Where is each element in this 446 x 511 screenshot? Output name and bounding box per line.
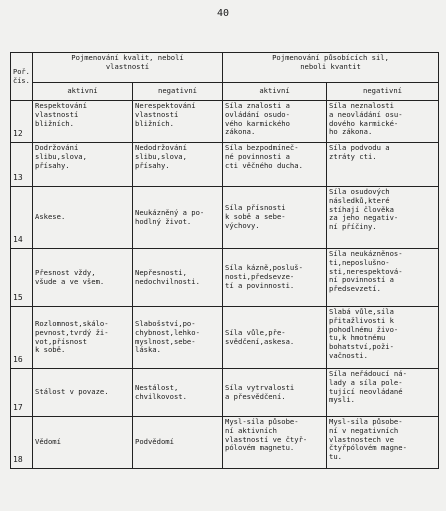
negative-quality: Nestálost, chvilkovost. [133,369,223,417]
table-row [11,249,439,307]
active-quality: Respektování vlastností bližních. [33,101,133,143]
negative-quality-header: negativní [133,83,223,101]
page-number: 40 [216,8,230,19]
active-force: Síla bezpodmíneč- né povinnosti a cti věčného ducha. [223,143,327,187]
row-number: 13 [11,143,33,187]
active-quality: Rozlomnost,skálo- pevnost,tvrdý ži- vot,přísnost k sobě. [33,307,133,369]
active-force: Síla vůle,pře- svědčení,askesa. [223,307,327,369]
negative-quality: Nepřesnosti, nedochvilnosti. [133,249,223,307]
row-number: 18 [11,417,33,469]
negative-force: Síla neznalosti a neovládání osu- dového karmické- ho zákona. [327,101,439,143]
negative-quality: Slabošství,po- chybnost,lehko- myslnost,sebe- láska. [133,307,223,369]
row-number: 16 [11,307,33,369]
negative-force-header: negativní [327,83,439,101]
row-number: 12 [11,101,33,143]
table-row [11,187,439,249]
row-number: 17 [11,369,33,417]
table-row [11,307,439,369]
active-force: Síla znalosti a ovládání osudo- vého karmického zákona. [223,101,327,143]
active-force-header: aktivní [223,83,327,101]
table-row [11,143,439,187]
active-quality: Přesnost vždy, všude a ve všem. [33,249,133,307]
active-force: Mysl-síla působe- ní aktivních vlastností ve čtyř- pólovém magnetu. [223,417,327,469]
row-number-header: Poř. čís. [11,53,33,101]
negative-quality: Neukázněný a po- hodlný život. [133,187,223,249]
active-quality: Askese. [33,187,133,249]
row-number: 14 [11,187,33,249]
negative-force: Síla neřádoucí ná- lady a síla pole- tující neovládané mysli. [327,369,439,417]
negative-quality: Nedodržování slibu,slova, přísahy. [133,143,223,187]
active-force: Síla kázně,posluš- nosti,předsevze- tí a povinnosti. [223,249,327,307]
active-quality-header: aktivní [33,83,133,101]
table-row [11,417,439,469]
negative-force: Síla neukázněnos- ti,neposlušno- sti,nerespektová- ní povinností a předsevzetí. [327,249,439,307]
table-row [11,369,439,417]
negative-force: Slabá vůle,síla přitažlivosti k pohodlnému živo- tu,k hmotnému bohatství,poži- vačnosti. [327,307,439,369]
negative-quality: Nerespektování vlastností bližních. [133,101,223,143]
negative-force: Síla osudových následků,které stíhají člověka za jeho negativ- ní příčiny. [327,187,439,249]
negative-force: Mysl-síla působe- ní v negativních vlastnostech ve čtyřpólovém magne- tu. [327,417,439,469]
negative-force: Síla podvodu a ztráty cti. [327,143,439,187]
table-row [11,101,439,143]
row-number: 15 [11,249,33,307]
negative-quality: Podvědomí [133,417,223,469]
active-quality: Dodržování slibu,slova, přísahy. [33,143,133,187]
active-quality: Stálost v povaze. [33,369,133,417]
active-force: Síla přísnosti k sobě a sebe- výchovy. [223,187,327,249]
forces-header: Pojmenování působících sil, neboli kvantit [223,53,439,83]
active-force: Síla vytrvalosti a přesvědčení. [223,369,327,417]
active-quality: Vědomí [33,417,133,469]
qualities-header: Pojmenování kvalit, nebolí vlastností [33,53,223,83]
qualities-forces-table [10,52,439,469]
